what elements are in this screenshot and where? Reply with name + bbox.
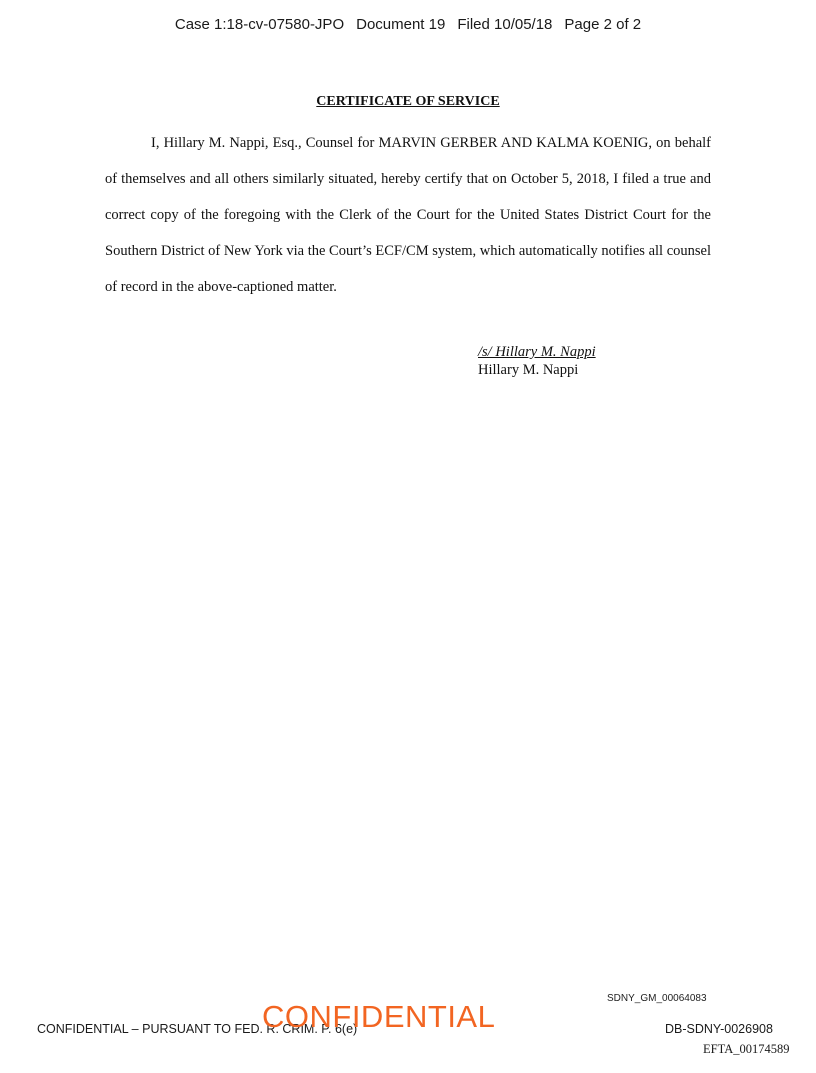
document-number: Document 19 — [356, 16, 446, 33]
signer-name: Hillary M. Nappi — [478, 362, 579, 378]
case-header — [0, 16, 816, 33]
filed-date: Filed 10/05/18 — [457, 16, 553, 33]
signature-line: /s/ Hillary M. Nappi — [478, 344, 596, 360]
page-number: Page 2 of 2 — [564, 16, 642, 33]
case-number: Case 1:18-cv-07580-JPO — [174, 16, 345, 33]
confidential-watermark: CONFIDENTIAL — [262, 999, 496, 1034]
signature-block — [478, 343, 596, 379]
certificate-body: I, Hillary M. Nappi, Esq., Counsel for MARVIN GERBER AND KALMA KOENIG, on behalf of themselves and all others similarly situated, hereby certify that on October 5, 2018, I filed a true and correct copy of the foregoing with the Clerk of the Court for the United States District Court for the Southern District of New York via the Court’s ECF/CM system, which automatically notifies all counsel of record in the above-captioned matter. — [105, 135, 711, 295]
bates-sdny-gm: SDNY_GM_00064083 — [607, 993, 707, 1004]
certificate-title: CERTIFICATE OF SERVICE — [316, 94, 500, 109]
efta-number: EFTA_00174589 — [703, 1042, 790, 1056]
confidential-notice: CONFIDENTIAL – PURSUANT TO FED. R. CRIM. P. 6(e) — [37, 1022, 358, 1036]
bates-db-sdny: DB-SDNY-0026908 — [665, 1022, 773, 1036]
